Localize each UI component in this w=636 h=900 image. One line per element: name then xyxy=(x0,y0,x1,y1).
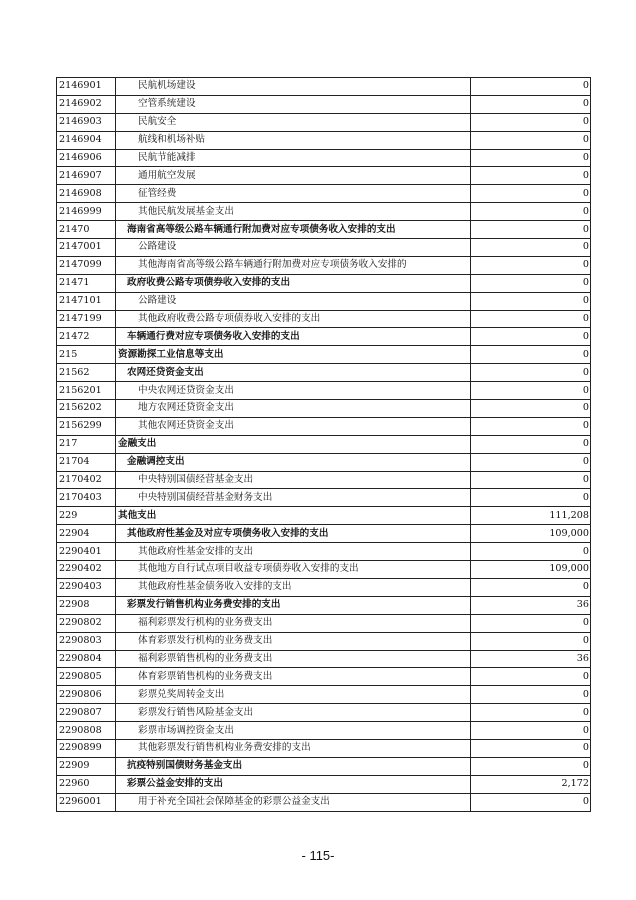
row-name-cell: 民航安全 xyxy=(116,113,471,131)
row-value-cell: 0 xyxy=(471,382,591,400)
row-code-cell: 2290808 xyxy=(57,722,116,740)
row-name-cell: 体育彩票销售机构的业务费支出 xyxy=(116,668,471,686)
budget-table xyxy=(56,77,591,812)
row-name-cell: 航线和机场补贴 xyxy=(116,131,471,149)
row-name-cell: 其他政府性基金及对应专项债务收入安排的支出 xyxy=(116,525,471,543)
row-value-cell: 0 xyxy=(471,489,591,507)
row-name-cell: 民航机场建设 xyxy=(116,78,471,96)
row-value-cell: 0 xyxy=(471,328,591,346)
row-value-cell: 0 xyxy=(471,221,591,239)
row-name-cell: 公路建设 xyxy=(116,239,471,257)
row-name-cell: 民航节能减排 xyxy=(116,149,471,167)
row-code-cell: 2146907 xyxy=(57,167,116,185)
table-row xyxy=(57,131,591,149)
row-value-cell: 0 xyxy=(471,722,591,740)
row-value-cell: 0 xyxy=(471,400,591,418)
table-row xyxy=(57,543,591,561)
row-code-cell: 21470 xyxy=(57,221,116,239)
table-row xyxy=(57,346,591,364)
row-name-cell: 其他政府收费公路专项债券收入安排的支出 xyxy=(116,310,471,328)
table-row xyxy=(57,364,591,382)
budget-table-body xyxy=(57,78,591,812)
row-name-cell: 体育彩票发行机构的业务费支出 xyxy=(116,632,471,650)
row-code-cell: 2146903 xyxy=(57,113,116,131)
table-row xyxy=(57,221,591,239)
row-code-cell: 21471 xyxy=(57,274,116,292)
row-code-cell: 21472 xyxy=(57,328,116,346)
row-name-cell: 福利彩票发行机构的业务费支出 xyxy=(116,614,471,632)
table-row xyxy=(57,507,591,525)
row-code-cell: 2290403 xyxy=(57,578,116,596)
row-value-cell: 0 xyxy=(471,78,591,96)
row-code-cell: 2147199 xyxy=(57,310,116,328)
row-code-cell: 2156201 xyxy=(57,382,116,400)
row-value-cell: 111,208 xyxy=(471,507,591,525)
row-name-cell: 抗疫特别国债财务基金支出 xyxy=(116,757,471,775)
table-row xyxy=(57,78,591,96)
row-code-cell: 2290899 xyxy=(57,739,116,757)
row-name-cell: 其他政府性基金安排的支出 xyxy=(116,543,471,561)
row-name-cell: 通用航空发展 xyxy=(116,167,471,185)
table-row xyxy=(57,668,591,686)
table-row xyxy=(57,453,591,471)
row-code-cell: 2146901 xyxy=(57,78,116,96)
row-code-cell: 2290807 xyxy=(57,704,116,722)
row-name-cell: 政府收费公路专项债券收入安排的支出 xyxy=(116,274,471,292)
row-value-cell: 0 xyxy=(471,417,591,435)
table-row xyxy=(57,757,591,775)
row-name-cell: 彩票兑奖周转金支出 xyxy=(116,686,471,704)
row-code-cell: 2146904 xyxy=(57,131,116,149)
row-value-cell: 0 xyxy=(471,793,591,811)
row-code-cell: 215 xyxy=(57,346,116,364)
row-code-cell: 22960 xyxy=(57,775,116,793)
table-row xyxy=(57,310,591,328)
table-row xyxy=(57,256,591,274)
row-name-cell: 征管经费 xyxy=(116,185,471,203)
row-code-cell: 2146902 xyxy=(57,95,116,113)
row-value-cell: 2,172 xyxy=(471,775,591,793)
row-name-cell: 彩票公益金安排的支出 xyxy=(116,775,471,793)
row-code-cell: 2146999 xyxy=(57,203,116,221)
row-value-cell: 109,000 xyxy=(471,561,591,579)
table-row xyxy=(57,400,591,418)
row-name-cell: 其他地方自行试点项目收益专项债券收入安排的支出 xyxy=(116,561,471,579)
table-row xyxy=(57,578,591,596)
row-code-cell: 2290803 xyxy=(57,632,116,650)
table-row xyxy=(57,722,591,740)
table-row xyxy=(57,471,591,489)
row-code-cell: 2147101 xyxy=(57,292,116,310)
table-row xyxy=(57,113,591,131)
table-row xyxy=(57,775,591,793)
table-row xyxy=(57,203,591,221)
table-row xyxy=(57,167,591,185)
table-row xyxy=(57,525,591,543)
table-row xyxy=(57,382,591,400)
row-code-cell: 2156299 xyxy=(57,417,116,435)
row-value-cell: 0 xyxy=(471,310,591,328)
row-value-cell: 36 xyxy=(471,650,591,668)
row-name-cell: 彩票发行销售机构业务费安排的支出 xyxy=(116,596,471,614)
row-name-cell: 用于补充全国社会保障基金的彩票公益金支出 xyxy=(116,793,471,811)
row-code-cell: 2290806 xyxy=(57,686,116,704)
row-value-cell: 0 xyxy=(471,614,591,632)
row-value-cell: 0 xyxy=(471,739,591,757)
row-name-cell: 彩票发行销售风险基金支出 xyxy=(116,704,471,722)
row-code-cell: 2146906 xyxy=(57,149,116,167)
row-code-cell: 2290402 xyxy=(57,561,116,579)
row-code-cell: 217 xyxy=(57,435,116,453)
table-row xyxy=(57,435,591,453)
row-name-cell: 金融支出 xyxy=(116,435,471,453)
table-row xyxy=(57,632,591,650)
table-row xyxy=(57,185,591,203)
table-row xyxy=(57,739,591,757)
row-name-cell: 公路建设 xyxy=(116,292,471,310)
row-code-cell: 22909 xyxy=(57,757,116,775)
table-row xyxy=(57,328,591,346)
row-name-cell: 福利彩票销售机构的业务费支出 xyxy=(116,650,471,668)
table-row xyxy=(57,614,591,632)
table-row xyxy=(57,650,591,668)
row-value-cell: 0 xyxy=(471,292,591,310)
table-row xyxy=(57,704,591,722)
table-row xyxy=(57,239,591,257)
table-row xyxy=(57,489,591,507)
row-name-cell: 中央特别国债经营基金支出 xyxy=(116,471,471,489)
table-row xyxy=(57,95,591,113)
row-code-cell: 2290804 xyxy=(57,650,116,668)
table-row xyxy=(57,793,591,811)
row-value-cell: 0 xyxy=(471,346,591,364)
row-name-cell: 海南省高等级公路车辆通行附加费对应专项债务收入安排的支出 xyxy=(116,221,471,239)
row-code-cell: 2147001 xyxy=(57,239,116,257)
row-code-cell: 2170402 xyxy=(57,471,116,489)
row-code-cell: 2290401 xyxy=(57,543,116,561)
table-row xyxy=(57,596,591,614)
row-value-cell: 0 xyxy=(471,239,591,257)
row-code-cell: 22904 xyxy=(57,525,116,543)
row-code-cell: 229 xyxy=(57,507,116,525)
table-row xyxy=(57,274,591,292)
row-code-cell: 21704 xyxy=(57,453,116,471)
row-name-cell: 其他政府性基金债务收入安排的支出 xyxy=(116,578,471,596)
row-value-cell: 0 xyxy=(471,113,591,131)
row-value-cell: 0 xyxy=(471,757,591,775)
row-value-cell: 0 xyxy=(471,131,591,149)
page-number: - 115- xyxy=(301,848,335,863)
row-name-cell: 彩票市场调控资金支出 xyxy=(116,722,471,740)
row-code-cell: 22908 xyxy=(57,596,116,614)
row-name-cell: 金融调控支出 xyxy=(116,453,471,471)
table-row xyxy=(57,686,591,704)
row-code-cell: 21562 xyxy=(57,364,116,382)
row-name-cell: 中央特别国债经营基金财务支出 xyxy=(116,489,471,507)
row-value-cell: 36 xyxy=(471,596,591,614)
row-name-cell: 农网还贷资金支出 xyxy=(116,364,471,382)
row-value-cell: 0 xyxy=(471,95,591,113)
row-value-cell: 109,000 xyxy=(471,525,591,543)
table-row xyxy=(57,149,591,167)
row-value-cell: 0 xyxy=(471,668,591,686)
table-row xyxy=(57,417,591,435)
row-name-cell: 其他民航发展基金支出 xyxy=(116,203,471,221)
row-name-cell: 车辆通行费对应专项债务收入安排的支出 xyxy=(116,328,471,346)
row-value-cell: 0 xyxy=(471,185,591,203)
row-name-cell: 资源勘探工业信息等支出 xyxy=(116,346,471,364)
row-value-cell: 0 xyxy=(471,686,591,704)
row-value-cell: 0 xyxy=(471,435,591,453)
row-value-cell: 0 xyxy=(471,632,591,650)
row-value-cell: 0 xyxy=(471,256,591,274)
row-name-cell: 其他农网还贷资金支出 xyxy=(116,417,471,435)
row-name-cell: 其他支出 xyxy=(116,507,471,525)
row-code-cell: 2290802 xyxy=(57,614,116,632)
table-row xyxy=(57,561,591,579)
row-value-cell: 0 xyxy=(471,543,591,561)
row-value-cell: 0 xyxy=(471,364,591,382)
row-value-cell: 0 xyxy=(471,167,591,185)
row-name-cell: 其他海南省高等级公路车辆通行附加费对应专项债务收入安排的 xyxy=(116,256,471,274)
row-value-cell: 0 xyxy=(471,471,591,489)
row-name-cell: 中央农网还贷资金支出 xyxy=(116,382,471,400)
row-value-cell: 0 xyxy=(471,578,591,596)
row-value-cell: 0 xyxy=(471,453,591,471)
row-value-cell: 0 xyxy=(471,203,591,221)
row-code-cell: 2290805 xyxy=(57,668,116,686)
row-code-cell: 2146908 xyxy=(57,185,116,203)
row-value-cell: 0 xyxy=(471,274,591,292)
row-name-cell: 空管系统建设 xyxy=(116,95,471,113)
row-code-cell: 2156202 xyxy=(57,400,116,418)
row-code-cell: 2170403 xyxy=(57,489,116,507)
row-value-cell: 0 xyxy=(471,149,591,167)
row-code-cell: 2147099 xyxy=(57,256,116,274)
row-name-cell: 其他彩票发行销售机构业务费安排的支出 xyxy=(116,739,471,757)
row-code-cell: 2296001 xyxy=(57,793,116,811)
table-row xyxy=(57,292,591,310)
row-name-cell: 地方农网还贷资金支出 xyxy=(116,400,471,418)
row-value-cell: 0 xyxy=(471,704,591,722)
